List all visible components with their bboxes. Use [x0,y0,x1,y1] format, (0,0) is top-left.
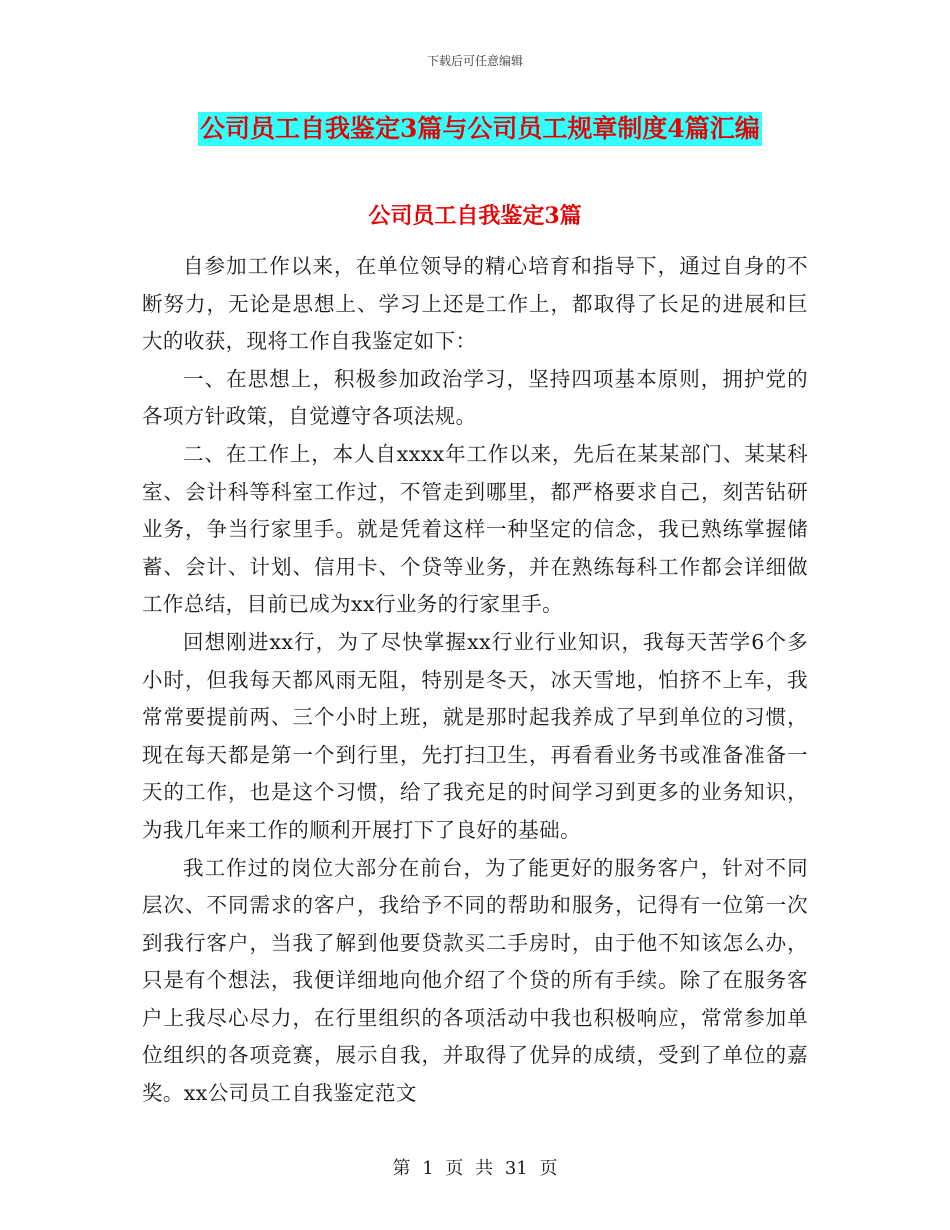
section-title: 公司员工自我鉴定3篇 [368,203,582,229]
main-title: 公司员工自我鉴定3篇与公司员工规章制度4篇汇编 [198,112,762,146]
paragraph: 回想刚进xx行，为了尽快掌握xx行业行业知识，我每天苦学6个多小时，但我每天都风雨无阻，特别是冬天，冰天雪地，怕挤不上车，我常常要提前两、三个小时上班，就是那时起我养成了早到单位的习惯，现在每天都是第一个到行里，先打扫卫生，再看看业务书或准备准备一天的工作，也是这个习惯，给了我充足的时间学习到更多的业务知识，为我几年来工作的顺利开展打下了良好的基础。 [142,629,808,842]
page-footer: 第 1 页 共 31 页 [392,1158,558,1179]
paragraph: 一、在思想上，积极参加政治学习，坚持四项基本原则，拥护党的各项方针政策，自觉遵守各项法规。 [142,366,808,429]
paragraph: 我工作过的岗位大部分在前台，为了能更好的服务客户，针对不同层次、不同需求的客户，我给予不同的帮助和服务，记得有一位第一次到我行客户，当我了解到他要贷款买二手房时，由于他不知该怎么办，只是有个想法，我便详细地向他介绍了个贷的所有手续。除了在服务客户上我尽心尽力，在行里组织的各项活动中我也积极响应，常常参加单位组织的各项竞赛，展示自我，并取得了优异的成绩，受到了单位的嘉奖。xx公司员工自我鉴定范文 [142,855,808,1106]
body-text [142,248,808,1113]
header-note: 下载后可任意编辑 [426,54,523,68]
paragraph: 二、在工作上，本人自xxxx年工作以来，先后在某某部门、某某科室、会计科等科室工作过，不管走到哪里，都严格要求自己，刻苦钻研业务，争当行家里手。就是凭着这样一种坚定的信念，我已熟练掌握储蓄、会计、计划、信用卡、个贷等业务，并在熟练每科工作都会详细做工作总结，目前已成为xx行业务的行家里手。 [142,441,808,617]
paragraph: 自参加工作以来，在单位领导的精心培育和指导下，通过自身的不断努力，无论是思想上、学习上还是工作上，都取得了长足的进展和巨大的收获，现将工作自我鉴定如下： [142,254,808,354]
